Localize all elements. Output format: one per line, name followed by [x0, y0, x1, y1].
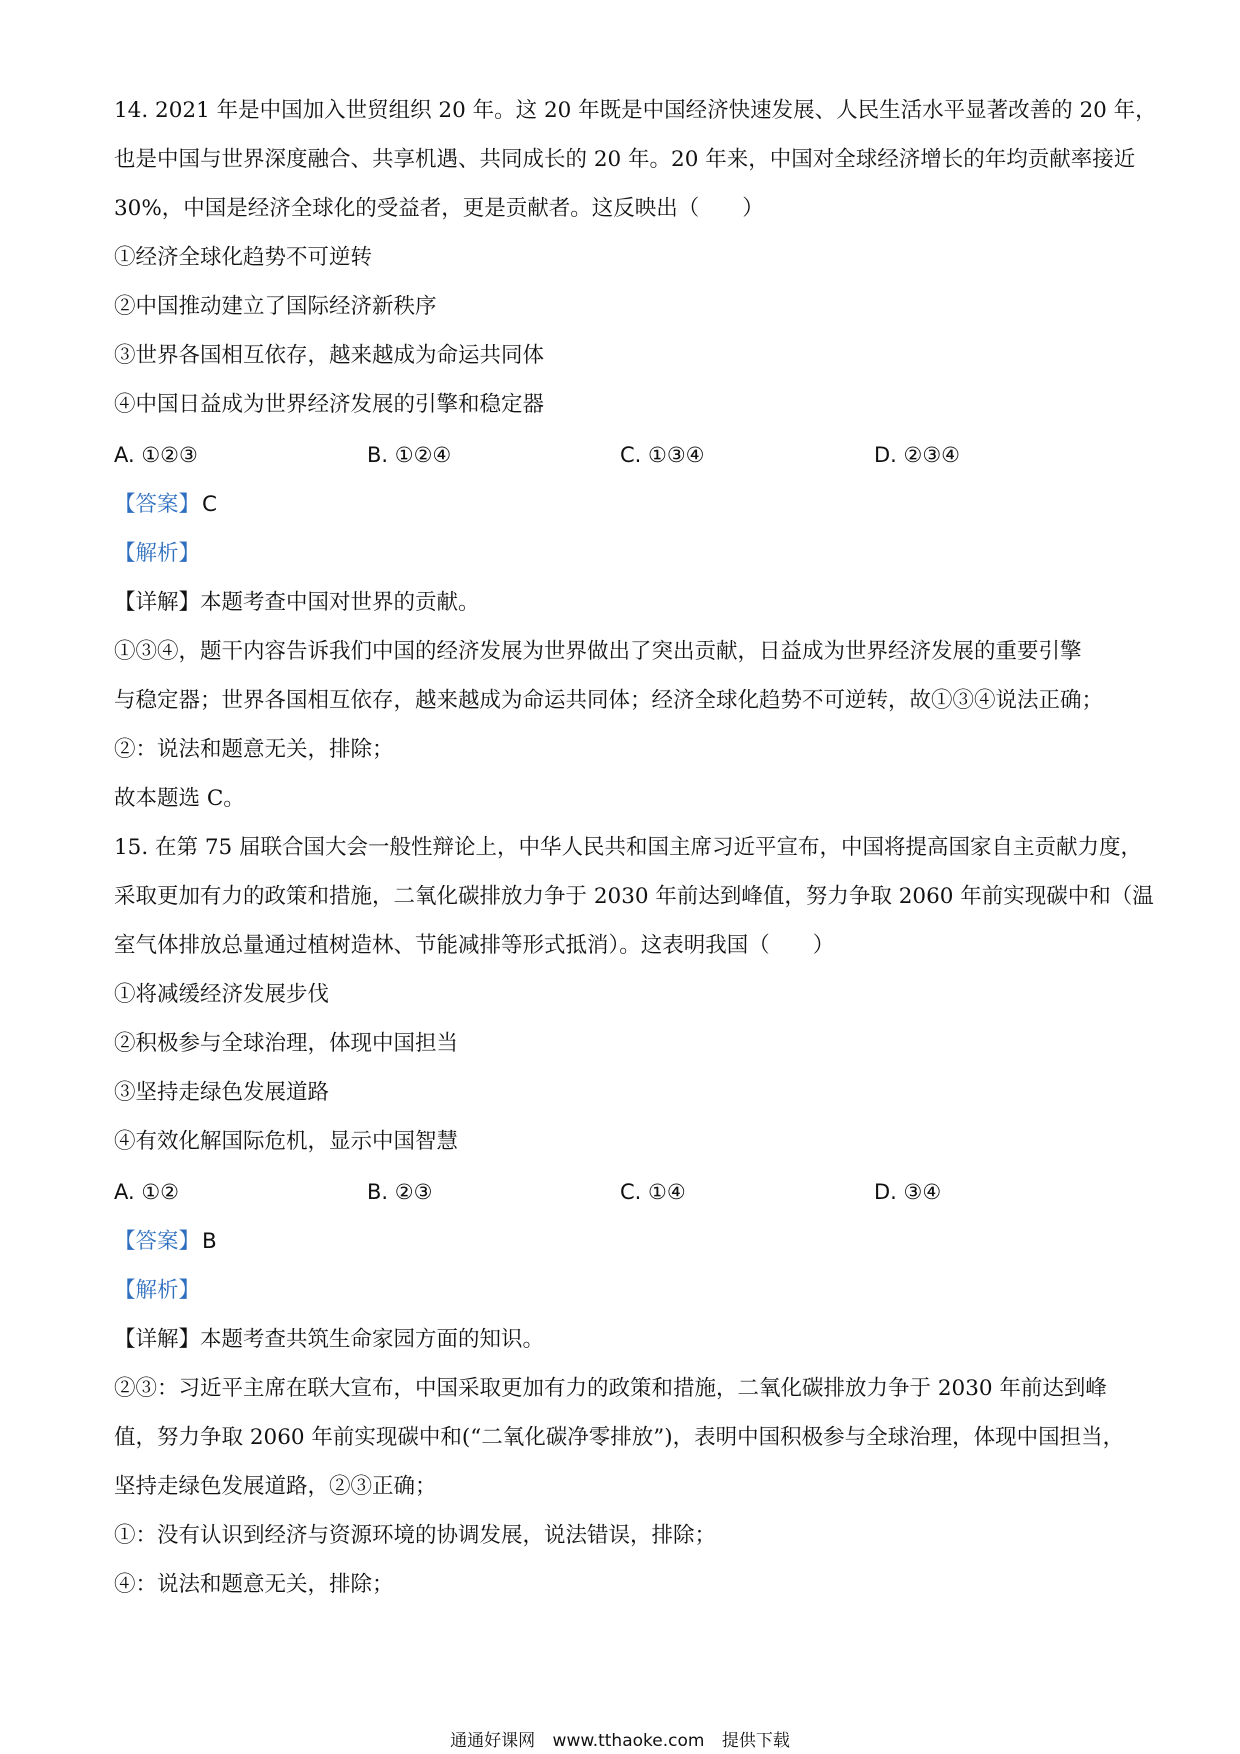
- q14-item-4: ④中国日益成为世界经济发展的引擎和稳定器: [114, 392, 545, 417]
- q15-detail-line-4: 坚持走绿色发展道路，②③正确；: [114, 1474, 437, 1499]
- q14-detail-line-4: ②：说法和题意无关，排除；: [114, 737, 394, 762]
- q14-item-2: ②中国推动建立了国际经济新秩序: [114, 294, 437, 319]
- q15-detail-line-3: 值，努力争取 2060 年前实现碳中和(“二氧化碳净零排放”)，表明中国积极参与全球治理，体现中国担当，: [114, 1425, 1125, 1450]
- q14-detail-intro: [114, 588, 1134, 618]
- footer-suffix: 提供下载: [721, 1731, 790, 1751]
- q15-item-2: ②积极参与全球治理，体现中国担当: [114, 1031, 459, 1056]
- q15-stem-line-1: 15. 在第 75 届联合国大会一般性辩论上，中华人民共和国主席习近平宣布，中国将提高国家自主贡献力度，: [114, 835, 1143, 860]
- q15-detail-text: 本题考查共筑生命家园方面的知识。: [200, 1327, 545, 1352]
- q15-analysis: [114, 1276, 1134, 1306]
- q14-detail-line-3: 与稳定器；世界各国相互依存，越来越成为命运共同体；经济全球化趋势不可逆转，故①③④说法正确；: [114, 688, 1104, 713]
- q14-option-d: D. ②③④: [874, 443, 960, 467]
- q14-detail-text: 本题考查中国对世界的贡献。: [200, 590, 480, 615]
- q15-option-b: B. ②③: [367, 1180, 433, 1204]
- q15-option-d: D. ③④: [874, 1180, 942, 1204]
- q15-item-4: ④有效化解国际危机，显示中国智慧: [114, 1129, 459, 1154]
- footer-site-name: 通通好课网: [450, 1731, 536, 1751]
- q14-answer-label: 【答案】: [114, 492, 201, 517]
- footer-url[interactable]: www.tthaoke.com: [552, 1731, 705, 1751]
- page-footer: [0, 1726, 1240, 1751]
- q14-option-a: A. ①②③: [114, 443, 198, 467]
- q14-detail-label: 【详解】: [114, 590, 201, 615]
- q15-option-a: A. ①②: [114, 1180, 179, 1204]
- q15-detail-line-2: ②③：习近平主席在联大宣布，中国采取更加有力的政策和措施，二氧化碳排放力争于 2030 年前达到峰: [114, 1376, 1107, 1401]
- q15-detail-line-5: ①：没有认识到经济与资源环境的协调发展，说法错误，排除；: [114, 1523, 717, 1548]
- q15-detail-intro: [114, 1325, 1134, 1355]
- q14-detail-line-2: ①③④，题干内容告诉我们中国的经济发展为世界做出了突出贡献，日益成为世界经济发展的重要引擎: [114, 639, 1082, 664]
- q15-stem-line-2: 采取更加有力的政策和措施，二氧化碳排放力争于 2030 年前达到峰值，努力争取 2060 年前实现碳中和（温: [114, 884, 1154, 909]
- q14-option-b: B. ①②④: [367, 443, 452, 467]
- q15-analysis-label: 【解析】: [114, 1278, 201, 1303]
- q14-item-3: ③世界各国相互依存，越来越成为命运共同体: [114, 343, 545, 368]
- q14-answer-value: C: [202, 492, 218, 517]
- q14-analysis-label: 【解析】: [114, 541, 201, 566]
- q14-stem-line-1: 14. 2021 年是中国加入世贸组织 20 年。这 20 年既是中国经济快速发展、人民生活水平显著改善的 20 年，: [114, 98, 1157, 123]
- q14-detail-line-5: 故本题选 C。: [114, 786, 245, 811]
- q15-item-1: ①将减缓经济发展步伐: [114, 982, 330, 1007]
- q14-option-c: C. ①③④: [620, 443, 705, 467]
- q15-detail-label: 【详解】: [114, 1327, 201, 1352]
- q14-answer: [114, 490, 1134, 520]
- q15-answer-value: B: [202, 1229, 217, 1254]
- q15-answer: [114, 1227, 1134, 1257]
- q15-item-3: ③坚持走绿色发展道路: [114, 1080, 330, 1105]
- q14-stem-line-3: 30%，中国是经济全球化的受益者，更是贡献者。这反映出（ ）: [114, 196, 764, 221]
- q15-answer-label: 【答案】: [114, 1229, 201, 1254]
- q15-detail-line-6: ④：说法和题意无关，排除；: [114, 1572, 394, 1597]
- q14-item-1: ①经济全球化趋势不可逆转: [114, 245, 373, 270]
- q15-stem-line-3: 室气体排放总量通过植树造林、节能减排等形式抵消）。这表明我国（ ）: [114, 933, 835, 958]
- q14-stem-line-2: 也是中国与世界深度融合、共享机遇、共同成长的 20 年。20 年来，中国对全球经济增长的年均贡献率接近: [114, 147, 1136, 172]
- q14-analysis: [114, 539, 1134, 569]
- q15-option-c: C. ①④: [620, 1180, 686, 1204]
